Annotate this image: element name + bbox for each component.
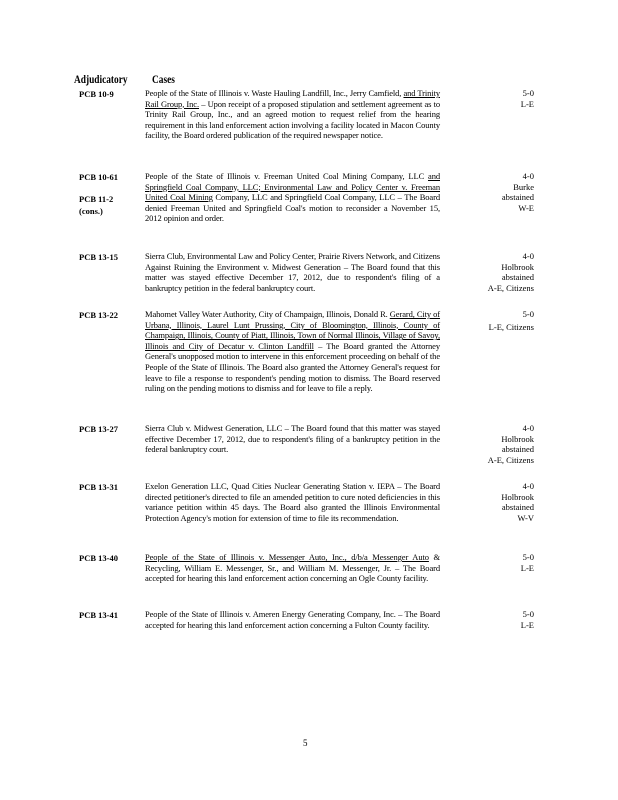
vote-tally: 5-0 (522, 609, 534, 619)
case-number: PCB 13-41 (79, 610, 118, 620)
vote-tally: 4-0 (522, 251, 534, 261)
vote-tally: 4-0 (522, 423, 534, 433)
vote-note: W-V (517, 512, 534, 523)
case-description (145, 88, 440, 141)
case-text: People of the State of Illinois v. Waste Hauling Landfill, Inc., Jerry Camfield, (145, 88, 404, 98)
vote-note: Burke (513, 181, 534, 192)
vote-column (470, 88, 534, 109)
case-number-secondary: PCB 11-2 (79, 194, 114, 204)
vote-column (470, 251, 534, 293)
case-text-continued: – Upon receipt of a proposed stipulation and settlement agreement as to Trinity Rail Group, Inc., and an agreed motion to request relief from the hearing requirement in this land enforcement action involving a facility located in Macon County facility, the Board ordered publication of the required newspaper notice. (145, 98, 440, 141)
case-description (145, 609, 440, 630)
vote-column (470, 171, 534, 213)
case-number: PCB 13-31 (79, 482, 118, 492)
vote-note: Holbrook (501, 491, 534, 502)
case-description (145, 423, 440, 455)
case-underlined-text: People of the State of Illinois v. Messenger Auto, Inc., d/b/a Messenger Auto (145, 552, 429, 562)
case-text: Mahomet Valley Water Authority, City of Champaign, Illinois, Donald R. (145, 309, 390, 319)
case-description (145, 481, 440, 523)
vote-tally: 5-0 (522, 309, 534, 319)
vote-column (470, 552, 534, 573)
vote-column (470, 481, 534, 523)
case-description (145, 309, 440, 394)
vote-column (470, 609, 534, 630)
case-underlined-text: and Trinity Rail Group, Inc. (145, 88, 440, 109)
case-description (145, 171, 440, 224)
case-underlined-text: Gerard, City of Urbana, Illinois, Laurel Lunt Prussing, City of Bloomington, Illinois, County of Champaign, Illinois, County of Piatt, Illinois, Town of Normal Illinois, Village of Savoy, Illinois and City of Decatur v. Clinton Landfill (145, 309, 441, 351)
vote-note: A-E, Citizens (487, 282, 534, 293)
vote-note: abstained (501, 502, 534, 513)
vote-note: Holbrook (501, 433, 534, 444)
vote-note: W-E (518, 202, 534, 213)
vote-note: L-E (520, 562, 534, 573)
case-text: People of the State of Illinois v. Ameren Energy Generating Company, Inc. – The Board accepted for hearing this land enforcement action concerning a Fulton County facility. (145, 609, 440, 630)
adjudicatory-heading: Adjudicatory (74, 72, 128, 86)
vote-tally: 4-0 (522, 171, 534, 181)
vote-note: abstained (501, 444, 534, 455)
case-text: Exelon Generation LLC, Quad Cities Nuclear Generating Station v. IEPA – The Board directed petitioner's directed to file an amended petition to cure noted deficiencies in this variance petition within 45 days. The Board also granted the Illinois Environmental Protection Agency's motion for extension of time to file its recommendation. (145, 481, 440, 523)
vote-note: abstained (501, 192, 534, 203)
case-text-continued: – The Board granted the Attorney General's unopposed motion to intervene in this enforcement proceeding on behalf of the People of the State of Illinois. The Board also granted the Attorney General's request for leave to file a response to respondent's pending motion to dismiss. The Board reserved ruling on the pending motions to dismiss and for leave to file a reply. (145, 340, 441, 394)
vote-note: Holbrook (501, 261, 534, 272)
vote-note: L-E (520, 98, 534, 109)
case-description (145, 251, 440, 293)
case-text: Sierra Club, Environmental Law and Policy Center, Prairie Rivers Network, and Citizens Against Ruining the Environment v. Midwest Generation – The Board found that this matter was stayed effective December 17, 2012, due to respondent's filing of a bankruptcy petition in the federal bankruptcy court. (145, 251, 440, 293)
vote-note: L-E, Citizens (488, 321, 534, 332)
case-number: PCB 13-40 (79, 553, 118, 563)
case-number: PCB 10-61 (79, 172, 118, 182)
case-text-continued: & Recycling, William E. Messenger, Sr., and William M. Messenger, Jr. – The Board accepted for hearing this land enforcement action concerning an Ogle County facility. (145, 552, 440, 584)
cases-heading: Cases (152, 72, 175, 86)
case-text-continued: Company, LLC and Springfield Coal Company, LLC – The Board denied Freeman United and Springfield Coal's motion to reconsider a November 15, 2012 opinion and order. (145, 192, 440, 224)
case-text: People of the State of Illinois v. Freeman United Coal Mining Company, LLC (145, 171, 429, 181)
vote-tally: 5-0 (522, 88, 534, 98)
case-description (145, 552, 440, 584)
case-number: PCB 10-9 (79, 89, 114, 99)
vote-note: abstained (501, 272, 534, 283)
case-text: Sierra Club v. Midwest Generation, LLC – The Board found that this matter was stayed effective December 17, 2012, due to respondent's filing of a bankruptcy petition in the federal bankruptcy court. (145, 423, 440, 455)
case-consolidated-note: (cons.) (79, 206, 103, 216)
case-number: PCB 13-27 (79, 424, 118, 434)
vote-column (470, 309, 534, 332)
case-number: PCB 13-15 (79, 252, 118, 262)
page-number: 5 (303, 738, 308, 748)
case-underlined-text: and Springfield Coal Company, LLC; Environmental Law and Policy Center v. Freeman United Coal Mining (145, 171, 440, 203)
vote-tally: 5-0 (522, 552, 534, 562)
vote-note: A-E, Citizens (487, 454, 534, 465)
vote-column (470, 423, 534, 465)
case-number-group (79, 171, 141, 217)
vote-tally: 4-0 (522, 481, 534, 491)
vote-note: L-E (520, 619, 534, 630)
case-number: PCB 13-22 (79, 310, 118, 320)
